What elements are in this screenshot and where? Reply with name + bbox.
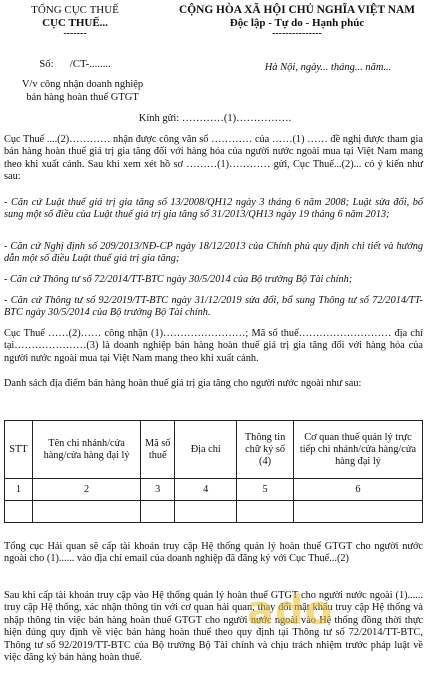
table-cell: 5: [237, 479, 294, 501]
table-header-cell: Mã số thuế: [141, 421, 175, 479]
closing-paragraph-1: Tổng cục Hải quan sẽ cấp tài khoản truy cập Hệ thống quản lý hoàn thuế GTGT cho người nước ngoài cho (1)...... vào địa chỉ email của doanh nghiệp đã đăng ký với Cục Thuế...(2): [4, 541, 423, 565]
table-header-cell: STT: [5, 421, 33, 479]
table-header-cell: Địa chỉ: [175, 421, 237, 479]
subject-line-1: V/v công nhận doanh nghiệp: [21, 79, 144, 90]
table-cell: [32, 501, 140, 523]
header-nation-title: CỘNG HÒA XÃ HỘI CHỦ NGHĨA VIỆT NAM: [179, 4, 415, 16]
table-cell: 4: [175, 479, 237, 501]
table-cell: [237, 501, 294, 523]
intro-paragraph: Cục Thuế ....(2)………… nhận được công văn số ………… của ……(1) …… đề nghị được tham gia bán hàng hoàn thuế giá trị gia tăng đối với hàng hóa của người nước ngoài mua tại Việt Nam mang theo khi xuất cảnh. Sau khi xem xét hồ sơ ………(1)………… gửi, Cục Thuế...(2)... có ý kiến như sau:: [4, 134, 423, 183]
table-cell: 1: [5, 479, 33, 501]
table-header-cell: Thông tin chữ ký số (4): [237, 421, 294, 479]
legal-basis-4: - Căn cứ Thông tư số 92/2019/TT-BTC ngày 31/12/2019 sửa đổi, bổ sung Thông tư số 72/2014/TT-BTC ngày 30/5/2014 của Bộ trưởng Bộ Tài chính.: [4, 295, 423, 319]
subject-line-2: bán hàng hoàn thuế GTGT: [26, 92, 139, 103]
document-date: Hà Nội, ngày... tháng... năm...: [264, 62, 392, 73]
watermark-logo: ado: [247, 588, 334, 634]
table-cell: 3: [141, 479, 175, 501]
header-left-agency: TỔNG CỤC THUẾ: [31, 4, 119, 16]
header-motto: Độc lập - Tự do - Hạnh phúc: [229, 17, 365, 29]
table-row: [5, 479, 423, 501]
sales-location-table: [4, 420, 423, 523]
recognition-paragraph: Cục Thuế ……(2)…… công nhận (1)……………………; Mã số thuế……………………… địa chỉ tại…………………(3) là doanh nghiệp bán hàng hoàn thuế giá trị gia tăng đối với hàng hóa của người nước ngoài mua tại Việt Nam mang theo khi xuất cảnh.: [4, 328, 423, 364]
table-header-row: [5, 421, 423, 479]
legal-basis-2: - Căn cứ Nghị định số 209/2013/NĐ-CP ngày 18/12/2013 của Chính phủ quy định chi tiết và hướng dẫn một số điều Luật thuế giá trị gia tăng;: [4, 241, 423, 265]
table-cell: [141, 501, 175, 523]
table-cell: 6: [293, 479, 422, 501]
table-row: [5, 501, 423, 523]
header-left-rule: -------: [63, 28, 87, 39]
closing-paragraph-2: Sau khi cấp tài khoản truy cập vào Hệ thống quản lý hoàn thuế GTGT cho người nước ngoài (1)...... truy cập Hệ thống, xác nhận thông tin với cơ quan hải quan, thay đổi mật khẩu truy cập Hệ thống và nhập thông tin việc bán hàng hoàn thuế GTGT cho người nước ngoài vào Hệ thống đồng thời thực hiện đúng quy định về việc bán hàng hoàn thuế theo quy định tại Thông tư số 72/2014/TT-BTC, Thông tư số 92/2019/TT-BTC của Bộ trưởng Bộ Tài chính và chịu trách nhiệm trước pháp luật về việc đăng ký bán hàng hoàn thuế.: [4, 590, 423, 664]
header-left-office: CỤC THUẾ...: [42, 17, 108, 29]
table-header-cell: Cơ quan thuế quản lý trực tiếp chi nhánh/cửa hàng/cửa hàng đại lý: [293, 421, 422, 479]
table-cell: [175, 501, 237, 523]
table-cell: [293, 501, 422, 523]
list-intro: Danh sách địa điểm bán hàng hoàn thuế giá trị gia tăng cho người nước ngoài như sau:: [4, 378, 362, 389]
table-cell: [5, 501, 33, 523]
document-number: Số: /CT-........: [39, 58, 111, 70]
legal-basis-3: - Căn cứ Thông tư số 72/2014/TT-BTC ngày 30/5/2014 của Bộ trưởng Bộ Tài chính;: [4, 274, 353, 285]
header-right-rule: ---------------: [272, 28, 322, 39]
table-header-cell: Tên chi nhánh/cửa hàng/cửa hàng đại lý: [32, 421, 140, 479]
table-cell: 2: [32, 479, 140, 501]
recipient-line: Kính gửi: …………(1)…………….: [138, 113, 292, 124]
legal-basis-1: - Căn cứ Luật thuế giá trị gia tăng số 13/2008/QH12 ngày 3 tháng 6 năm 2008; Luật sửa đổi, bổ sung một số điều của Luật thuế giá trị gia tăng số 31/2013/QH13 ngày 19 tháng 6 năm 2013;: [4, 197, 423, 221]
